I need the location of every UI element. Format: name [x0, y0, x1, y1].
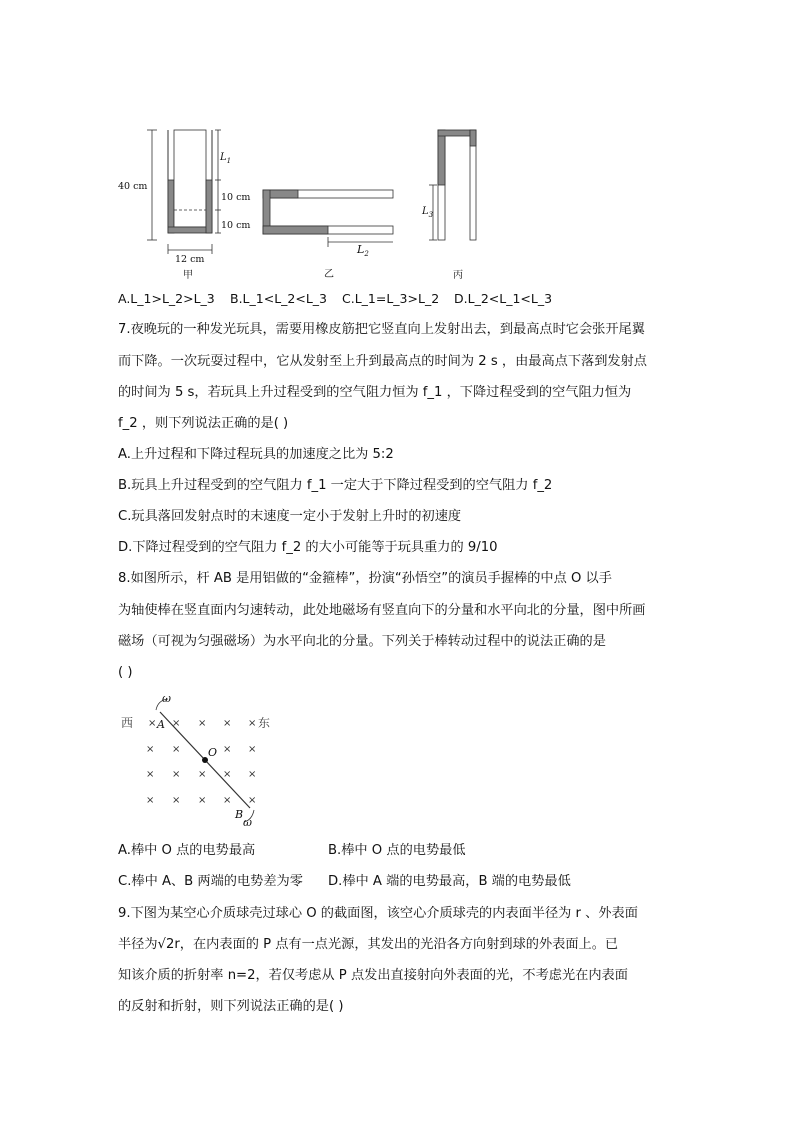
q8-option-d[interactable]: D.棒中 A 端的电势最高，B 端的电势最低: [328, 874, 571, 889]
label-L1: $L_1$: [220, 152, 232, 165]
q6-figure: [115, 120, 495, 285]
svg-text:×: ×: [198, 769, 207, 780]
svg-text:×: ×: [223, 769, 232, 780]
label-L3: $L_3$: [422, 206, 434, 219]
q7-stem-line2: 而下降。一次玩耍过程中，它从发射至上升到最高点的时间为 2 s ，由最高点下落到发射点: [118, 354, 647, 369]
svg-text:×: ×: [248, 769, 257, 780]
q8-stem-line4: ( ): [118, 665, 133, 680]
q6-option-d[interactable]: D.L_2<L_1<L_3: [454, 291, 553, 306]
q8-stem-line1: 8.如图所示，杆 AB 是用铝做的“金箍棒”，扮演“孙悟空”的演员手握棒的中点 O 以手: [118, 571, 612, 586]
label-omega-top: ω: [162, 692, 171, 705]
svg-text:×: ×: [198, 718, 207, 729]
label-A: A: [157, 718, 165, 731]
svg-text:×: ×: [172, 795, 181, 806]
svg-text:×: ×: [172, 769, 181, 780]
q9-stem-line4: 的反射和折射，则下列说法正确的是( ): [118, 999, 344, 1014]
q6-option-c[interactable]: C.L_1=L_3>L_2: [342, 291, 440, 306]
q7-option-c[interactable]: C.玩具落回发射点时的末速度一定小于发射上升时的初速度: [118, 509, 462, 524]
q7-stem-line1: 7.夜晚玩的一种发光玩具，需要用橡皮筋把它竖直向上发射出去，到最高点时它会张开尾翼: [118, 322, 645, 337]
svg-text:×: ×: [223, 718, 232, 729]
svg-text:×: ×: [248, 744, 257, 755]
q7-stem-line4: f_2 ，则下列说法正确的是( ): [118, 416, 289, 431]
svg-text:×: ×: [248, 795, 257, 806]
svg-text:×: ×: [223, 744, 232, 755]
label-10cm-a: 10 cm: [221, 192, 251, 203]
svg-text:×: ×: [146, 795, 155, 806]
tube-jia: [147, 130, 221, 254]
svg-text:×: ×: [248, 718, 257, 729]
tube-bing: [429, 130, 476, 240]
svg-text:×: ×: [172, 744, 181, 755]
svg-text:×: ×: [148, 718, 157, 729]
q8-option-c[interactable]: C.棒中 A、B 两端的电势差为零: [118, 874, 303, 889]
label-west: 西: [121, 716, 134, 730]
label-jia: 甲: [183, 270, 193, 281]
label-10cm-b: 10 cm: [221, 220, 251, 231]
q7-option-a[interactable]: A.上升过程和下降过程玩具的加速度之比为 5:2: [118, 447, 394, 462]
q6-option-b[interactable]: B.L_1<L_2<L_3: [230, 291, 327, 306]
label-12cm: 12 cm: [175, 254, 205, 265]
label-yi: 乙: [324, 269, 334, 280]
label-L2: $L_2$: [357, 243, 369, 259]
label-O: O: [208, 746, 218, 759]
q9-stem-line3: 知该介质的折射率 n=2，若仅考虑从 P 点发出直接射向外表面的光，不考虑光在内表面: [118, 968, 628, 983]
q9-stem-line1: 9.下图为某空心介质球壳过球心 O 的截面图，该空心介质球壳的内表面半径为 r 、外表面: [118, 906, 638, 921]
label-east: 东: [258, 716, 271, 730]
svg-text:×: ×: [198, 795, 207, 806]
label-bing: 丙: [453, 270, 463, 281]
q7-option-b[interactable]: B.玩具上升过程受到的空气阻力 f_1 一定大于下降过程受到的空气阻力 f_2: [118, 478, 553, 493]
svg-text:×: ×: [172, 718, 181, 729]
q6-option-a[interactable]: A.L_1>L_2>L_3: [118, 291, 215, 306]
q8-figure: [118, 690, 288, 835]
magnetic-field-crosses: [146, 718, 256, 806]
label-B: B: [235, 808, 244, 821]
svg-text:×: ×: [223, 795, 232, 806]
q8-stem-line3: 磁场（可视为匀强磁场）为水平向北的分量。下列关于棒转动过程中的说法正确的是: [118, 634, 606, 649]
q8-stem-line2: 为轴使棒在竖直面内匀速转动，此处地磁场有竖直向下的分量和水平向北的分量，图中所画: [118, 603, 646, 618]
label-40cm: 40 cm: [118, 181, 148, 192]
q8-option-b[interactable]: B.棒中 O 点的电势最低: [328, 843, 466, 858]
label-omega-bottom: ω: [243, 816, 252, 829]
q9-stem-line2: 半径为√2r，在内表面的 P 点有一点光源，其发出的光沿各方向射到球的外表面上。已: [118, 937, 619, 952]
svg-text:×: ×: [146, 744, 155, 755]
q7-stem-line3: 的时间为 5 s，若玩具上升过程受到的空气阻力恒为 f_1 ，下降过程受到的空气阻力恒为: [118, 385, 632, 400]
tube-yi: [263, 190, 393, 247]
q8-option-a[interactable]: A.棒中 O 点的电势最高: [118, 843, 256, 858]
svg-text:×: ×: [146, 769, 155, 780]
q7-option-d[interactable]: D.下降过程受到的空气阻力 f_2 的大小可能等于玩具重力的 9/10: [118, 540, 498, 555]
